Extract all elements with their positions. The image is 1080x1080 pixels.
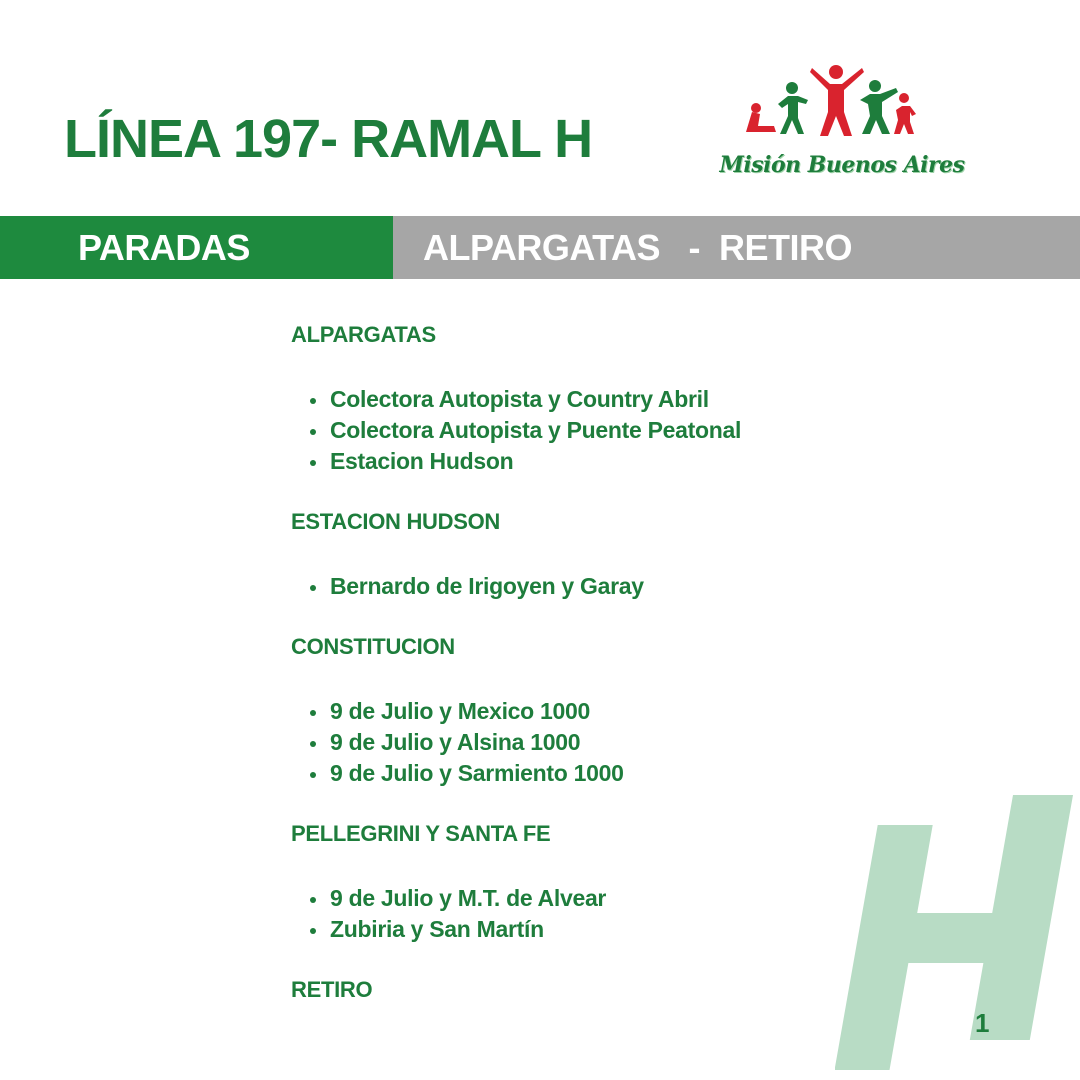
stop-list [291,883,851,945]
section-title: ALPARGATAS [291,322,436,347]
section-title: PELLEGRINI Y SANTA FE [291,821,551,846]
logo-text: Misión Buenos Aires [719,152,965,178]
section-title: RETIRO [291,977,373,1002]
stop-list [291,384,851,477]
stop-item: Bernardo de Irigoyen y Garay [291,571,851,602]
stop-item: Estacion Hudson [291,446,851,477]
section-alpargatas [291,322,851,477]
paradas-label: PARADAS [78,226,250,268]
route-label: ALPARGATAS - RETIRO [423,226,852,268]
stop-item: Colectora Autopista y Puente Peatonal [291,415,851,446]
stop-list [291,696,851,789]
section-retiro [291,977,851,1007]
route-band [393,216,1080,279]
paradas-band [0,216,393,279]
stop-item: Zubiria y San Martín [291,914,851,945]
stop-item: 9 de Julio y Sarmiento 1000 [291,758,851,789]
section-pellegrini-santa-fe [291,821,851,945]
stop-item: 9 de Julio y M.T. de Alvear [291,883,851,914]
page-title: LÍNEA 197- RAMAL H [64,109,593,169]
mision-buenos-aires-logo [712,60,972,190]
stop-list [291,571,851,602]
section-title: CONSTITUCION [291,634,455,659]
section-constitucion [291,634,851,789]
stop-item: 9 de Julio y Mexico 1000 [291,696,851,727]
stop-item: Colectora Autopista y Country Abril [291,384,851,415]
people-figures-icon [712,60,972,155]
section-title: ESTACION HUDSON [291,509,500,534]
ramal-h-watermark-icon [835,795,1075,1070]
section-estacion-hudson [291,509,851,602]
stop-item: 9 de Julio y Alsina 1000 [291,727,851,758]
stops-list-container [291,322,851,1007]
page-number: 1 [975,1008,990,1038]
